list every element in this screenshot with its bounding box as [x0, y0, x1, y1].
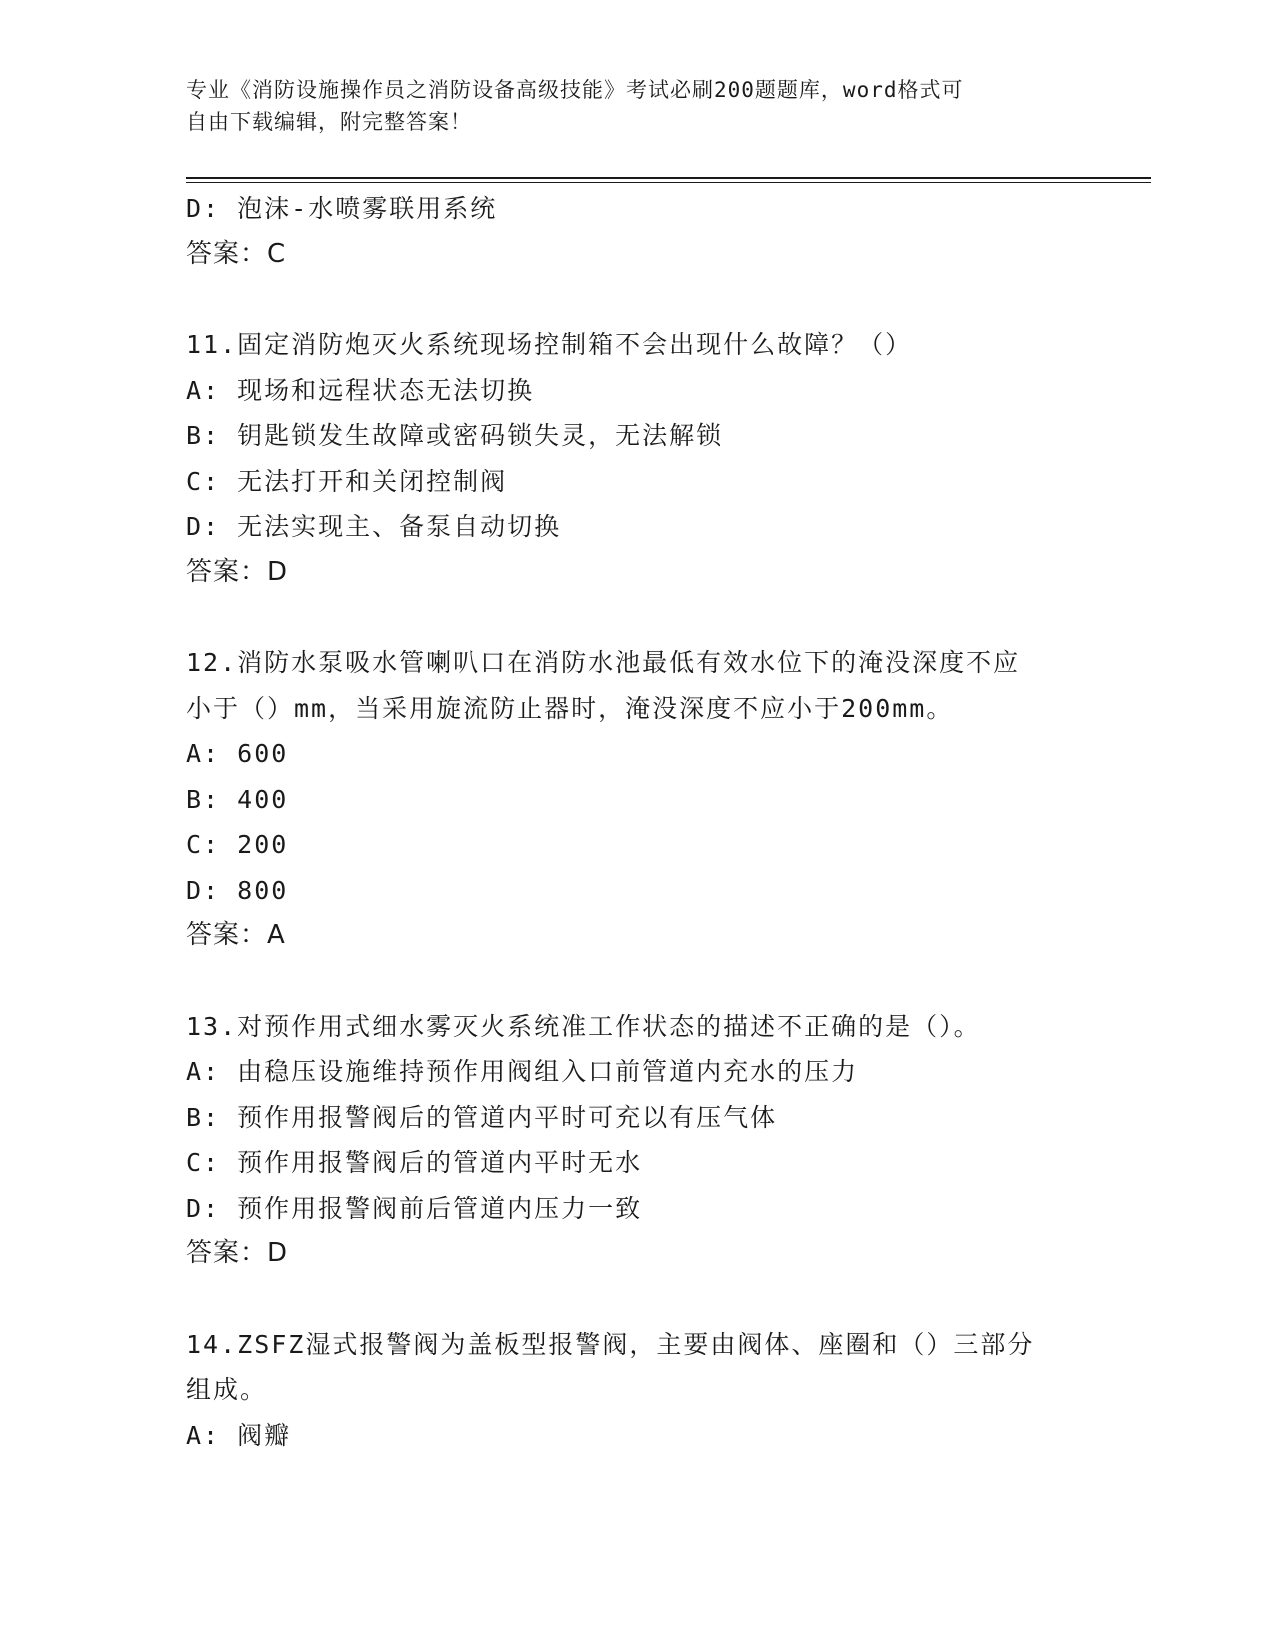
- question-block-13: [186, 1004, 1086, 1277]
- question-list: [186, 186, 1086, 1458]
- option-b: B: 400: [186, 784, 289, 814]
- spacer: [186, 595, 1086, 640]
- option-b: B: 预作用报警阀后的管道内平时可充以有压气体: [186, 1102, 778, 1132]
- question-text-line-1: 14.ZSFZ湿式报警阀为盖板型报警阀，主要由阀体、座圈和（）三部分: [186, 1329, 1035, 1359]
- question-block-11: [186, 322, 1086, 595]
- option-c: C: 无法打开和关闭控制阀: [186, 466, 508, 496]
- spacer: [186, 959, 1086, 1004]
- option-d: D: 泡沫-水喷雾联用系统: [186, 194, 498, 223]
- question-text-line-1: 12.消防水泵吸水管喇叭口在消防水池最低有效水位下的淹没深度不应: [186, 648, 1021, 677]
- option-a: A: 阀瓣: [186, 1420, 292, 1450]
- question-block-prev: [186, 186, 1086, 277]
- option-d: D: 无法实现主、备泵自动切换: [186, 512, 562, 541]
- option-a: A: 现场和远程状态无法切换: [186, 375, 535, 405]
- option-c: C: 200: [186, 830, 289, 859]
- answer-line: 答案：D: [186, 1238, 289, 1268]
- header-line-1: 专业《消防设施操作员之消防设备高级技能》考试必刷200题题库，word格式可: [186, 78, 964, 102]
- header-divider-thin: [186, 182, 1151, 183]
- question-block-12: [186, 640, 1086, 959]
- spacer: [186, 1277, 1086, 1322]
- answer-line: 答案：D: [186, 556, 289, 587]
- option-d: D: 预作用报警阀前后管道内压力一致: [186, 1193, 643, 1223]
- option-d: D: 800: [186, 875, 289, 905]
- question-block-14: [186, 1322, 1086, 1459]
- option-a: A: 600: [186, 739, 289, 768]
- question-text-line-2: 组成。: [186, 1375, 268, 1404]
- document-header: [186, 74, 1076, 138]
- header-line-2: 自由下载编辑，附完整答案！: [186, 110, 472, 134]
- header-divider-thick: [186, 177, 1151, 179]
- answer-line: 答案：A: [186, 920, 286, 950]
- answer-line: 答案：C: [186, 238, 287, 269]
- option-b: B: 钥匙锁发生故障或密码锁失灵，无法解锁: [186, 421, 724, 450]
- question-text: 11.固定消防炮灭火系统现场控制箱不会出现什么故障？（）: [186, 330, 913, 359]
- question-text-line-2: 小于（）mm，当采用旋流防止器时，淹没深度不应小于200mm。: [186, 693, 954, 723]
- option-c: C: 预作用报警阀后的管道内平时无水: [186, 1148, 643, 1177]
- option-a: A: 由稳压设施维持预作用阀组入口前管道内充水的压力: [186, 1057, 859, 1086]
- question-text: 13.对预作用式细水雾灭火系统准工作状态的描述不正确的是（）。: [186, 1011, 981, 1041]
- spacer: [186, 277, 1086, 322]
